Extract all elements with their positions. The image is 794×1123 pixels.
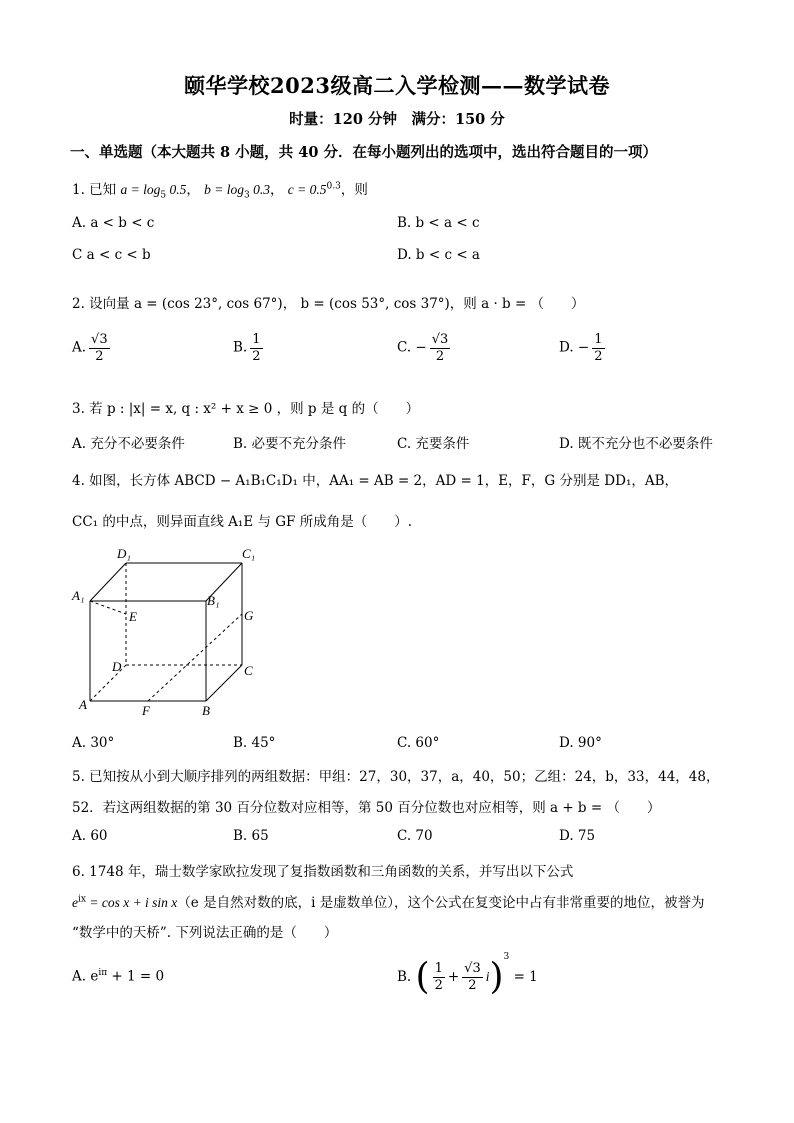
question-6-stem-line2: $e^{ix} = \cos x + i$ sin x（e 是自然对数的底，i 是虚数单位），这个公式在复变论中占有非常重要的地位，被誉为 <box>72 894 705 911</box>
label-a1: A₁ <box>72 588 85 603</box>
label-f: F <box>142 703 150 718</box>
label-c: C <box>244 663 253 678</box>
question-6-stem-line3: “数学中的天桥”. 下列说法正确的是（ ） <box>72 925 338 941</box>
q4-option-a: A. 30° <box>72 735 115 751</box>
q4-option-b: B. 45° <box>233 735 276 751</box>
cuboid-figure <box>70 543 270 723</box>
q6-option-b: B. ( $\frac{1}{2}$ + $\frac{√3}{2}$ i)$^3$ = 1 <box>397 952 538 998</box>
label-g: G <box>244 608 254 623</box>
edge-a1-d1 <box>90 563 126 601</box>
q2-option-d: D. − $\frac{1}{2}$ <box>559 332 603 364</box>
question-1-stem: 1. 已知 $a = \log_5 0.5$， $b = \log_3 0.3$， $c = 0.5^{0.3}$，则 <box>72 181 368 201</box>
label-c1: C₁ <box>242 546 256 561</box>
question-6-stem-line1: 6. 1748 年，瑞士数学家欧拉发现了复指数函数和三角函数的关系，并写出以下公式 <box>72 864 574 880</box>
q1-option-b: B. b < a < c <box>397 215 480 231</box>
q1-option-a: A. a < b < c <box>72 215 155 231</box>
label-e: E <box>129 609 137 624</box>
q3-option-d: D. 既不充分也不必要条件 <box>559 436 713 452</box>
label-d1: D₁ <box>117 546 131 561</box>
q2-option-a: A. $\frac{√3}{2}$ <box>72 332 108 364</box>
label-b: B <box>202 703 210 718</box>
question-3-stem: 3. 若 p : |x| = x, q : x² + x ≥ 0 ，则 p 是 q 的（ ） <box>72 401 420 417</box>
q3-option-c: C. 充要条件 <box>397 436 470 452</box>
q4-option-d: D. 90° <box>559 735 602 751</box>
q4-option-c: C. 60° <box>397 735 440 751</box>
q1-option-d: D. b < c < a <box>397 247 480 263</box>
page-title: 颐华学校2023级高二入学检测——数学试卷 <box>184 73 610 98</box>
question-4-stem-line1: 4. 如图，长方体 ABCD − A₁B₁C₁D₁ 中，AA₁ = AB = 2，AD = 1，E，F，G 分别是 DD₁，AB， <box>72 473 679 489</box>
section-heading: 一、单选题（本大题共 8 小题，共 40 分．在每小题列出的选项中，选出符合题目的一项） <box>70 144 657 161</box>
question-4-stem-line2: CC₁ 的中点，则异面直线 A₁E 与 GF 所成角是（ ）. <box>72 514 412 530</box>
q3-option-b: B. 必要不充分条件 <box>233 436 347 452</box>
q1-option-c: C a < c < b <box>72 247 151 263</box>
exam-info: 时量：120 分钟 满分：150 分 <box>289 111 505 128</box>
q5-option-c: C. 70 <box>397 828 433 844</box>
edge-b-c <box>206 665 242 701</box>
q2-option-c: C. − $\frac{√3}{2}$ <box>397 332 449 364</box>
segment-f-g <box>148 614 242 701</box>
segment-a1-e <box>90 601 126 614</box>
q5-option-a: A. 60 <box>72 828 108 844</box>
label-a: A <box>79 697 87 712</box>
q5-option-d: D. 75 <box>559 828 596 844</box>
q6-option-a: A. $e^{i\pi} + 1 = 0$ <box>72 968 165 985</box>
q3-option-a: A. 充分不必要条件 <box>72 436 185 452</box>
question-5-stem-line2: 52．若这两组数据的第 30 百分位数对应相等，第 50 百分位数也对应相等，则 a + b = （ ） <box>72 800 661 816</box>
question-2-stem: 2. 设向量 a = (cos 23°, cos 67°)， b = (cos 53°, cos 37°)，则 a · b = （ ） <box>72 296 585 312</box>
label-b1: B₁ <box>207 593 220 608</box>
q2-option-b: B. $\frac{1}{2}$ <box>233 332 261 364</box>
q5-option-b: B. 65 <box>233 828 269 844</box>
label-d: D <box>112 659 122 674</box>
question-5-stem-line1: 5. 已知按从小到大顺序排列的两组数据：甲组：27，30，37，a，40，50；乙组：24，b，33，44，48， <box>72 769 720 785</box>
